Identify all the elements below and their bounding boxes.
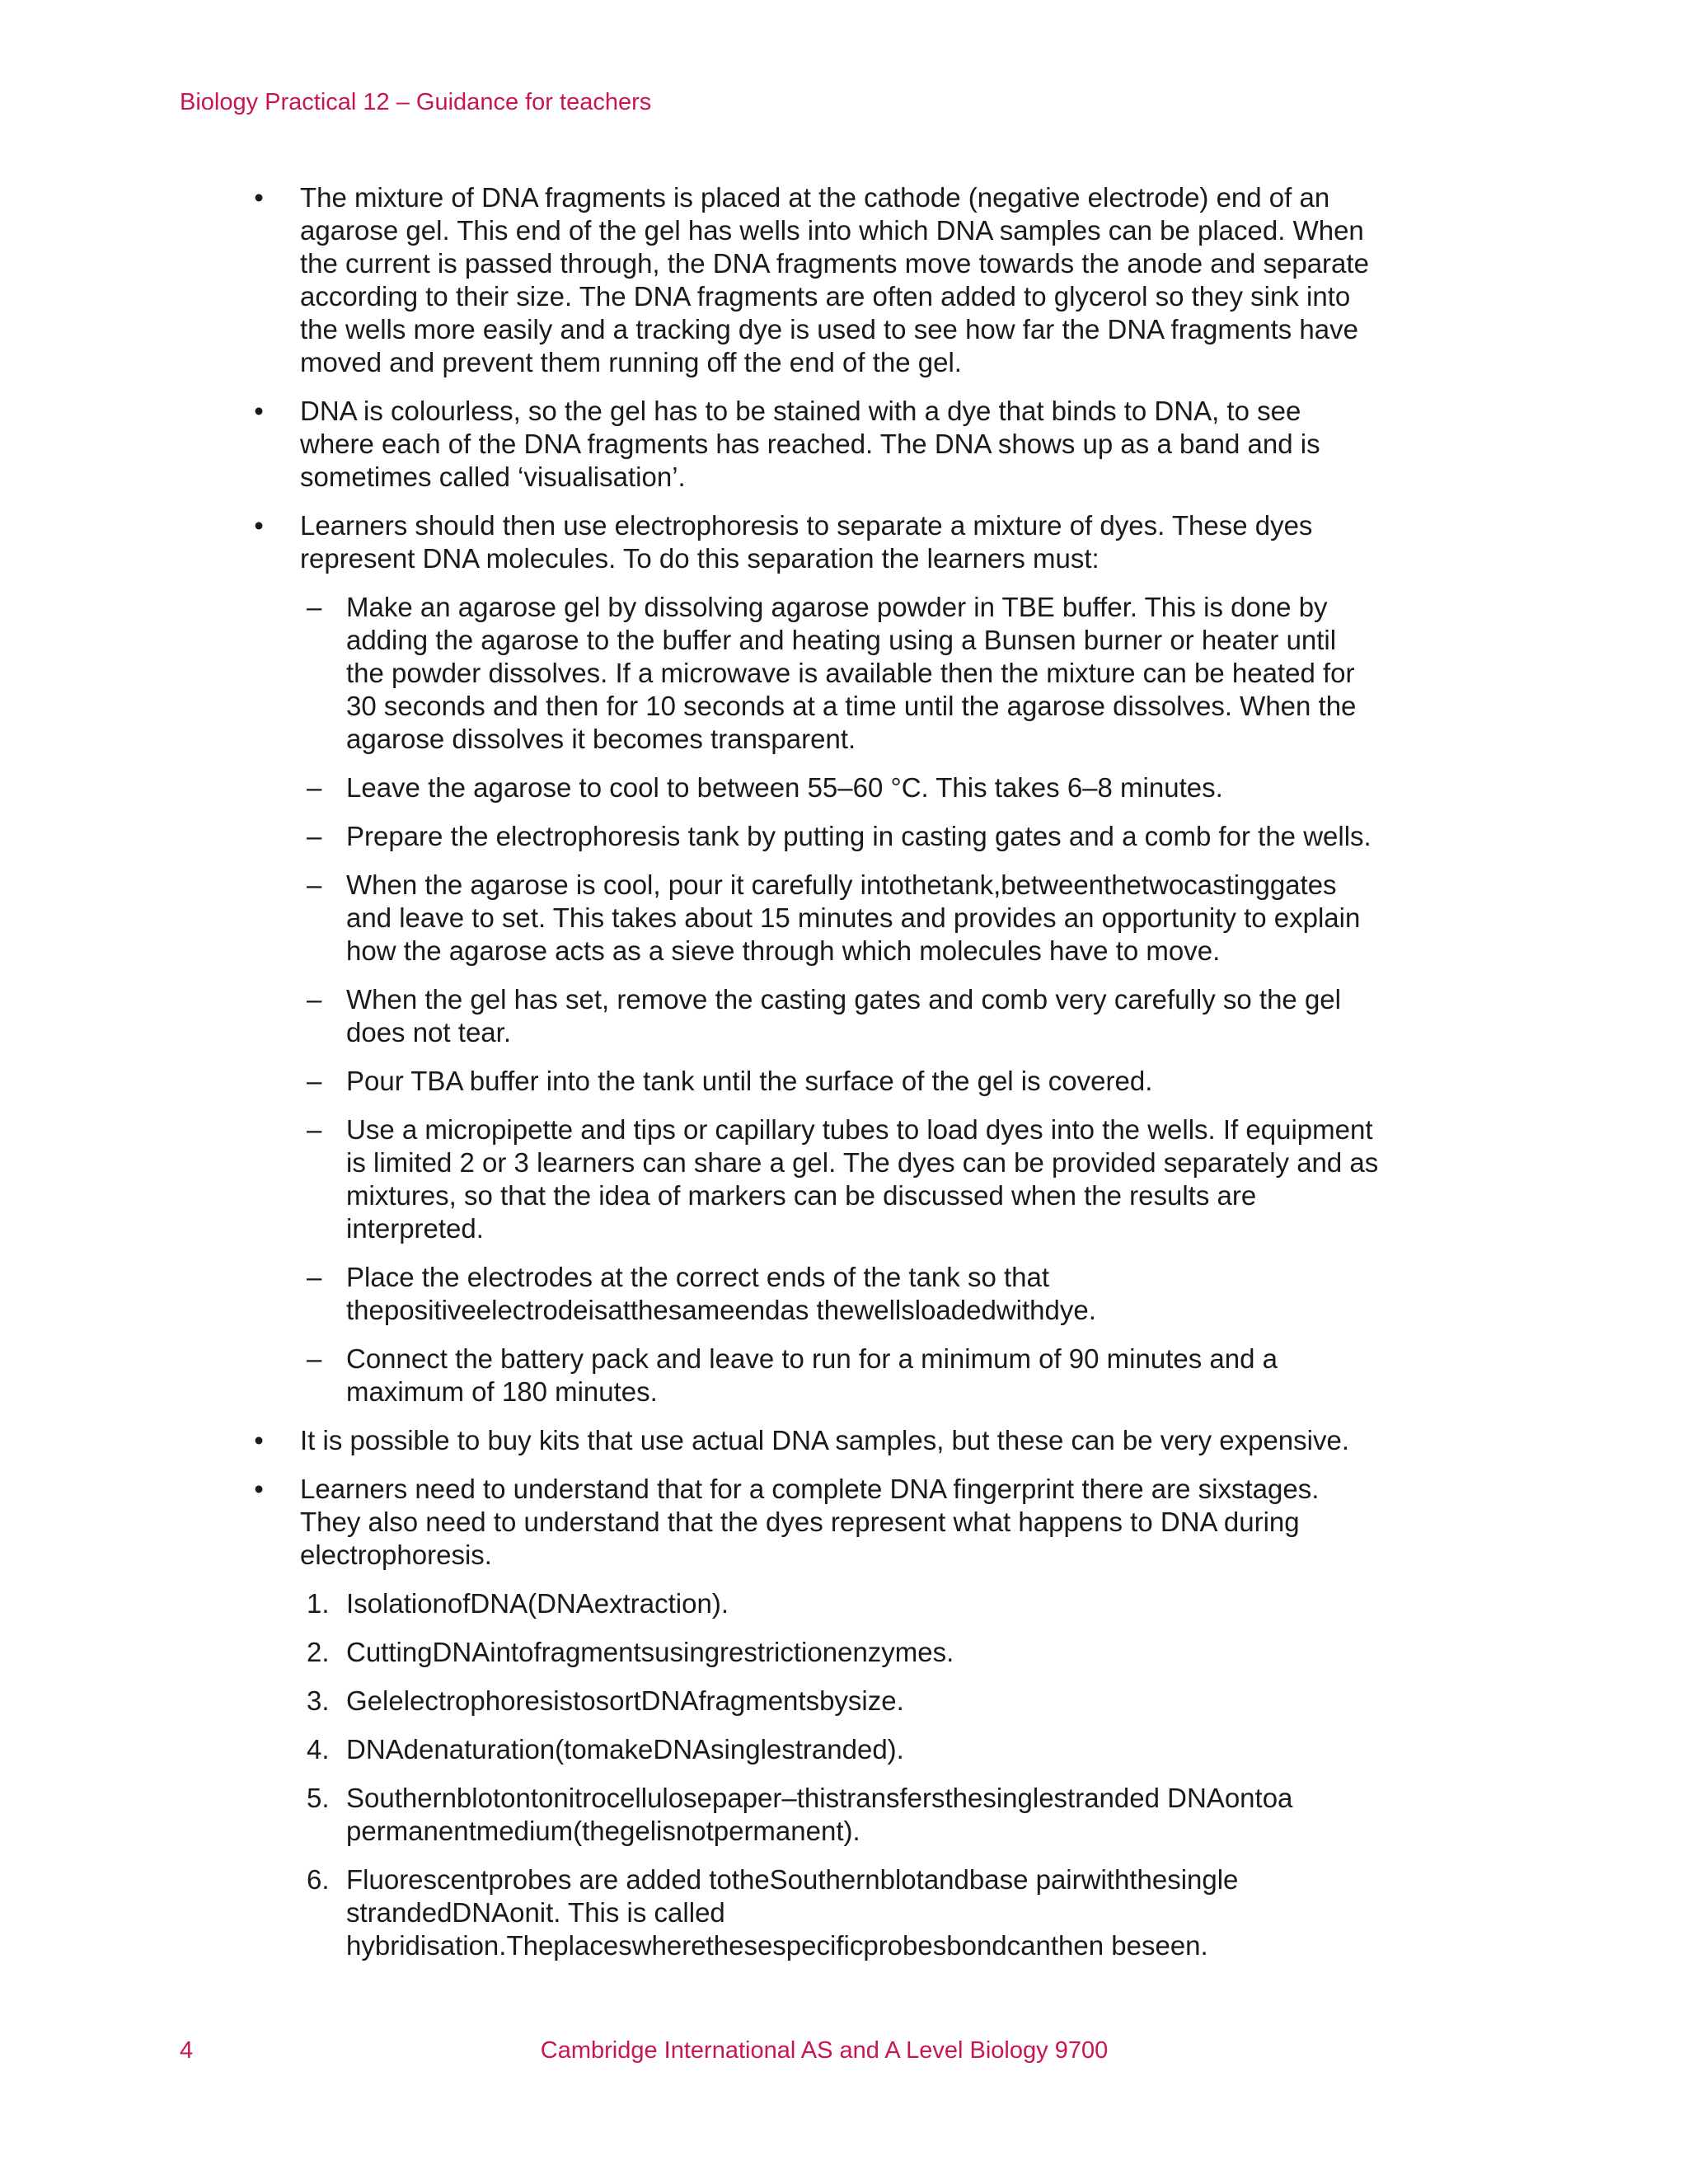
- text-line: DNA is colourless, so the gel has to be stained with a dye that binds to DNA, to see: [300, 396, 1301, 426]
- text-line: mixtures, so that the idea of markers can be discussed when the results are: [346, 1180, 1257, 1211]
- text-line: does not tear.: [346, 1017, 511, 1047]
- text-line: Use a micropipette and tips or capillary tubes to load dyes into the wells. If equipment: [346, 1114, 1373, 1145]
- stage-item: [300, 1636, 1434, 1669]
- procedure-step: [300, 820, 1434, 853]
- stage-number: 4.: [307, 1734, 330, 1765]
- stage-item: [300, 1863, 1434, 1962]
- bullet-item: [247, 395, 1434, 494]
- text-line: permanentmedium(thegelisnotpermanent).: [346, 1816, 860, 1846]
- stage-number: 5.: [307, 1783, 330, 1813]
- text-line: Southernblotontonitrocellulosepaper–thistransfersthesinglestranded DNAontoa: [346, 1783, 1293, 1813]
- step-text: [346, 820, 1434, 853]
- text-line: Connect the battery pack and leave to run for a minimum of 90 minutes and a: [346, 1343, 1278, 1374]
- text-line: 30 seconds and then for 10 seconds at a time until the agarose dissolves. When the: [346, 691, 1357, 721]
- bullet-text: [300, 1424, 1434, 1457]
- text-line: electrophoresis.: [300, 1540, 492, 1570]
- stage-item: [300, 1782, 1434, 1848]
- text-line: maximum of 180 minutes.: [346, 1376, 658, 1407]
- bullet-item: [247, 509, 1434, 1408]
- text-line: thepositiveelectrodeisatthesameendas thewellsloadedwithdye.: [346, 1295, 1096, 1325]
- document-body: [247, 181, 1434, 1978]
- dash-marker: –: [307, 592, 322, 622]
- text-line: GelelectrophoresistosortDNAfragmentsbysize.: [346, 1685, 904, 1716]
- bullet-marker: •: [254, 182, 264, 213]
- bullet-marker: •: [254, 396, 264, 426]
- footer-title: [0, 2037, 1688, 2064]
- dash-marker: –: [307, 869, 322, 900]
- step-text: [346, 869, 1434, 968]
- text-line: interpreted.: [346, 1213, 484, 1244]
- bullet-text: [300, 395, 1434, 494]
- text-line: Learners need to understand that for a complete DNA fingerprint there are sixstages.: [300, 1474, 1320, 1504]
- text-line: When the gel has set, remove the casting gates and comb very carefully so the gel: [346, 984, 1341, 1015]
- text-line: They also need to understand that the dyes represent what happens to DNA during: [300, 1507, 1300, 1537]
- dash-marker: –: [307, 1262, 322, 1292]
- procedure-step: [300, 591, 1434, 756]
- stage-text: [346, 1733, 1434, 1766]
- text-line: represent DNA molecules. To do this separation the learners must:: [300, 543, 1100, 574]
- text-line: Place the electrodes at the correct ends of the tank so that: [346, 1262, 1050, 1292]
- bullet-marker: •: [254, 1474, 264, 1504]
- text-line: hybridisation.Theplaceswherethesespecificprobesbondcanthen beseen.: [346, 1930, 1208, 1961]
- page-number: 4: [180, 2037, 194, 2064]
- text-line: according to their size. The DNA fragments are often added to glycerol so they sink into: [300, 281, 1351, 312]
- stage-item: [300, 1587, 1434, 1620]
- bullet-item: [247, 1473, 1434, 1962]
- text-line: Learners should then use electrophoresis to separate a mixture of dyes. These dyes: [300, 510, 1313, 541]
- procedure-step: [300, 1113, 1434, 1245]
- step-text: [346, 1113, 1434, 1245]
- text-line: DNAdenaturation(tomakeDNAsinglestranded).: [346, 1734, 904, 1765]
- text-line: sometimes called ‘visualisation’.: [300, 462, 686, 492]
- text-line: Fluorescentprobes are added totheSouthernblotandbase pairwiththesingle: [346, 1864, 1239, 1895]
- text-line: is limited 2 or 3 learners can share a gel. The dyes can be provided separately and as: [346, 1147, 1379, 1178]
- procedure-step: [300, 771, 1434, 804]
- step-text: [346, 1065, 1434, 1098]
- step-text: [346, 983, 1434, 1049]
- stage-text: [346, 1587, 1434, 1620]
- text-line: agarose dissolves it becomes transparent.: [346, 724, 856, 754]
- text-line: the powder dissolves. If a microwave is available then the mixture can be heated for: [346, 658, 1355, 688]
- stage-text: [346, 1636, 1434, 1669]
- bullet-item: [247, 1424, 1434, 1457]
- text-line: moved and prevent them running off the end of the gel.: [300, 347, 962, 377]
- stage-number: 3.: [307, 1685, 330, 1716]
- text-line: CuttingDNAintofragmentsusingrestrictionenzymes.: [346, 1637, 954, 1667]
- procedure-step: [300, 1261, 1434, 1327]
- bullet-text: [300, 1473, 1434, 1572]
- numbered-stages: [300, 1587, 1434, 1962]
- text-line: the current is passed through, the DNA fragments move towards the anode and separate: [300, 248, 1369, 279]
- text-line: Make an agarose gel by dissolving agarose powder in TBE buffer. This is done by: [346, 592, 1328, 622]
- dash-marker: –: [307, 984, 322, 1015]
- stage-item: [300, 1685, 1434, 1718]
- text-line: Leave the agarose to cool to between 55–60 °C. This takes 6–8 minutes.: [346, 772, 1223, 803]
- text-line: agarose gel. This end of the gel has wells into which DNA samples can be placed. When: [300, 215, 1364, 246]
- procedure-step: [300, 1343, 1434, 1408]
- step-text: [346, 1343, 1434, 1408]
- procedure-steps: [300, 591, 1434, 1408]
- dash-marker: –: [307, 1343, 322, 1374]
- text-line: Pour TBA buffer into the tank until the surface of the gel is covered.: [346, 1066, 1153, 1096]
- text-line: Prepare the electrophoresis tank by putting in casting gates and a comb for the wells.: [346, 821, 1372, 851]
- running-header: Biology Practical 12 – Guidance for teachers: [180, 89, 652, 115]
- text-line: the wells more easily and a tracking dye is used to see how far the DNA fragments have: [300, 314, 1358, 344]
- bullet-marker: •: [254, 510, 264, 541]
- text-line: where each of the DNA fragments has reached. The DNA shows up as a band and is: [300, 429, 1320, 459]
- stage-text: [346, 1685, 1434, 1718]
- footer-title-text: Cambridge International AS and A Level Biology 9700: [540, 2037, 1109, 2064]
- dash-marker: –: [307, 1114, 322, 1145]
- dash-marker: –: [307, 772, 322, 803]
- text-line: and leave to set. This takes about 15 minutes and provides an opportunity to explain: [346, 902, 1361, 933]
- procedure-step: [300, 983, 1434, 1049]
- step-text: [346, 1261, 1434, 1327]
- text-line: IsolationofDNA(DNAextraction).: [346, 1588, 729, 1619]
- stage-number: 6.: [307, 1864, 330, 1895]
- text-line: When the agarose is cool, pour it carefully intothetank,betweenthetwocastinggates: [346, 869, 1337, 900]
- bullet-text: [300, 509, 1434, 575]
- dash-marker: –: [307, 1066, 322, 1096]
- procedure-step: [300, 869, 1434, 968]
- dash-marker: –: [307, 821, 322, 851]
- text-line: The mixture of DNA fragments is placed at the cathode (negative electrode) end of an: [300, 182, 1330, 213]
- procedure-step: [300, 1065, 1434, 1098]
- bullet-item: [247, 181, 1434, 379]
- text-line: how the agarose acts as a sieve through which molecules have to move.: [346, 935, 1221, 966]
- text-line: It is possible to buy kits that use actual DNA samples, but these can be very expensive.: [300, 1425, 1349, 1455]
- step-text: [346, 591, 1434, 756]
- step-text: [346, 771, 1434, 804]
- text-line: strandedDNAonit. This is called: [346, 1897, 725, 1928]
- stage-number: 2.: [307, 1637, 330, 1667]
- bullet-marker: •: [254, 1425, 264, 1455]
- stage-number: 1.: [307, 1588, 330, 1619]
- text-line: adding the agarose to the buffer and heating using a Bunsen burner or heater until: [346, 625, 1337, 655]
- stage-text: [346, 1782, 1434, 1848]
- stage-item: [300, 1733, 1434, 1766]
- bullet-text: [300, 181, 1434, 379]
- stage-text: [346, 1863, 1434, 1962]
